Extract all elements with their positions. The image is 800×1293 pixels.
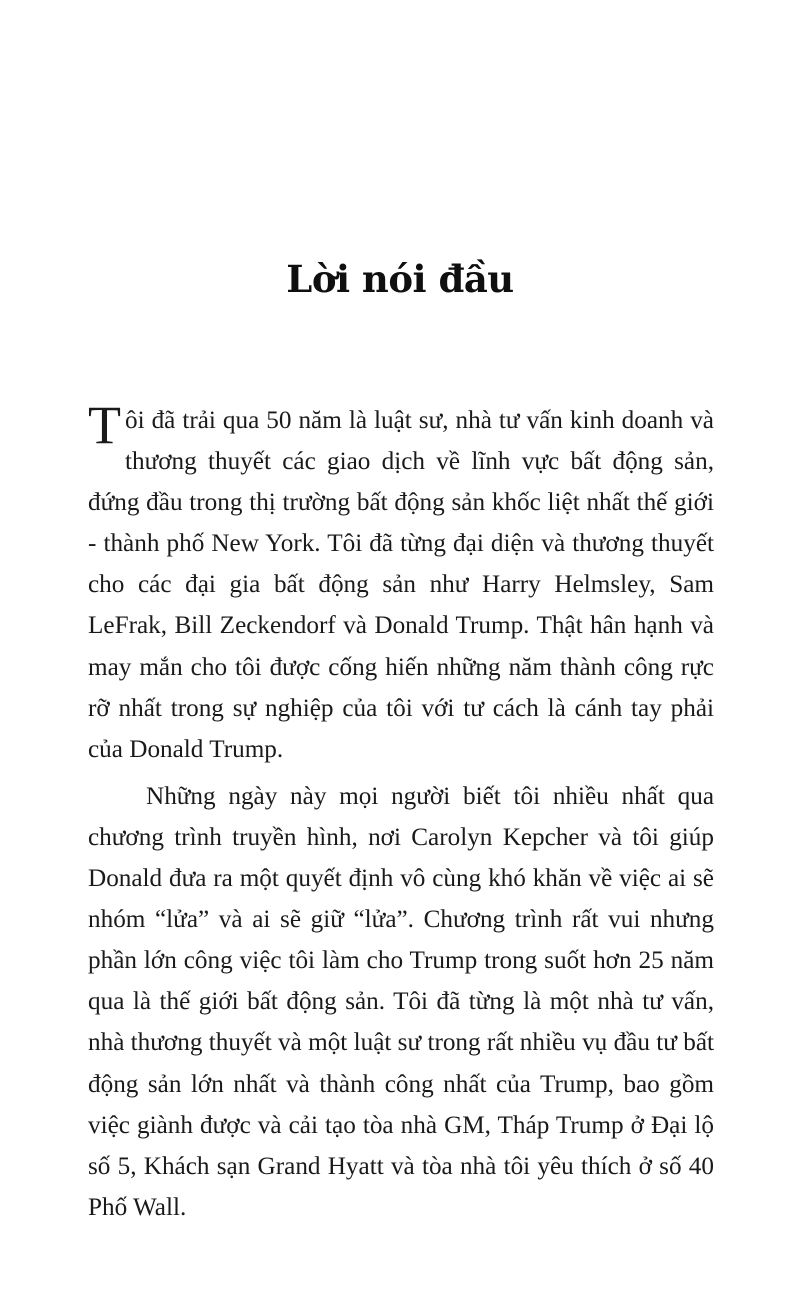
paragraph: Những ngày này mọi người biết tôi nhiều nhất qua chương trình truyền hình, nơi Carolyn Kepcher và tôi giúp Donald đưa ra một quyết định vô cùng khó khăn về việc ai sẽ nhóm “lửa” và ai sẽ giữ “lửa”. Chương trình rất vui nhưng phần lớn công việc tôi làm cho Trump trong suốt hơn 25 năm qua là thế giới bất động sản. Tôi đã từng là một nhà tư vấn, nhà thương thuyết và một luật sư trong rất nhiều vụ đầu tư bất động sản lớn nhất và thành công nhất của Trump, bao gồm việc giành được và cải tạo tòa nhà GM, Tháp Trump ở Đại lộ số 5, Khách sạn Grand Hyatt và tòa nhà tôi yêu thích ở số 40 Phố Wall. xyxy=(88,782,714,1221)
chapter-title: Lời nói đầu xyxy=(286,256,514,301)
paragraph: Tôi đã trải qua 50 năm là luật sư, nhà tư vấn kinh doanh và thương thuyết các giao dịch về lĩnh vực bất động sản, đứng đầu trong thị trường bất động sản khốc liệt nhất thế giới - thành phố New York. Tôi đã từng đại diện và thương thuyết cho các đại gia bất động sản như Harry Helmsley, Sam LeFrak, Bill Zeckendorf và Donald Trump. Thật hân hạnh và may mắn cho tôi được cống hiến những năm thành công rực rỡ nhất trong sự nghiệp của tôi với tư cách là cánh tay phải của Donald Trump. xyxy=(88,395,714,763)
body-text xyxy=(88,395,714,1228)
